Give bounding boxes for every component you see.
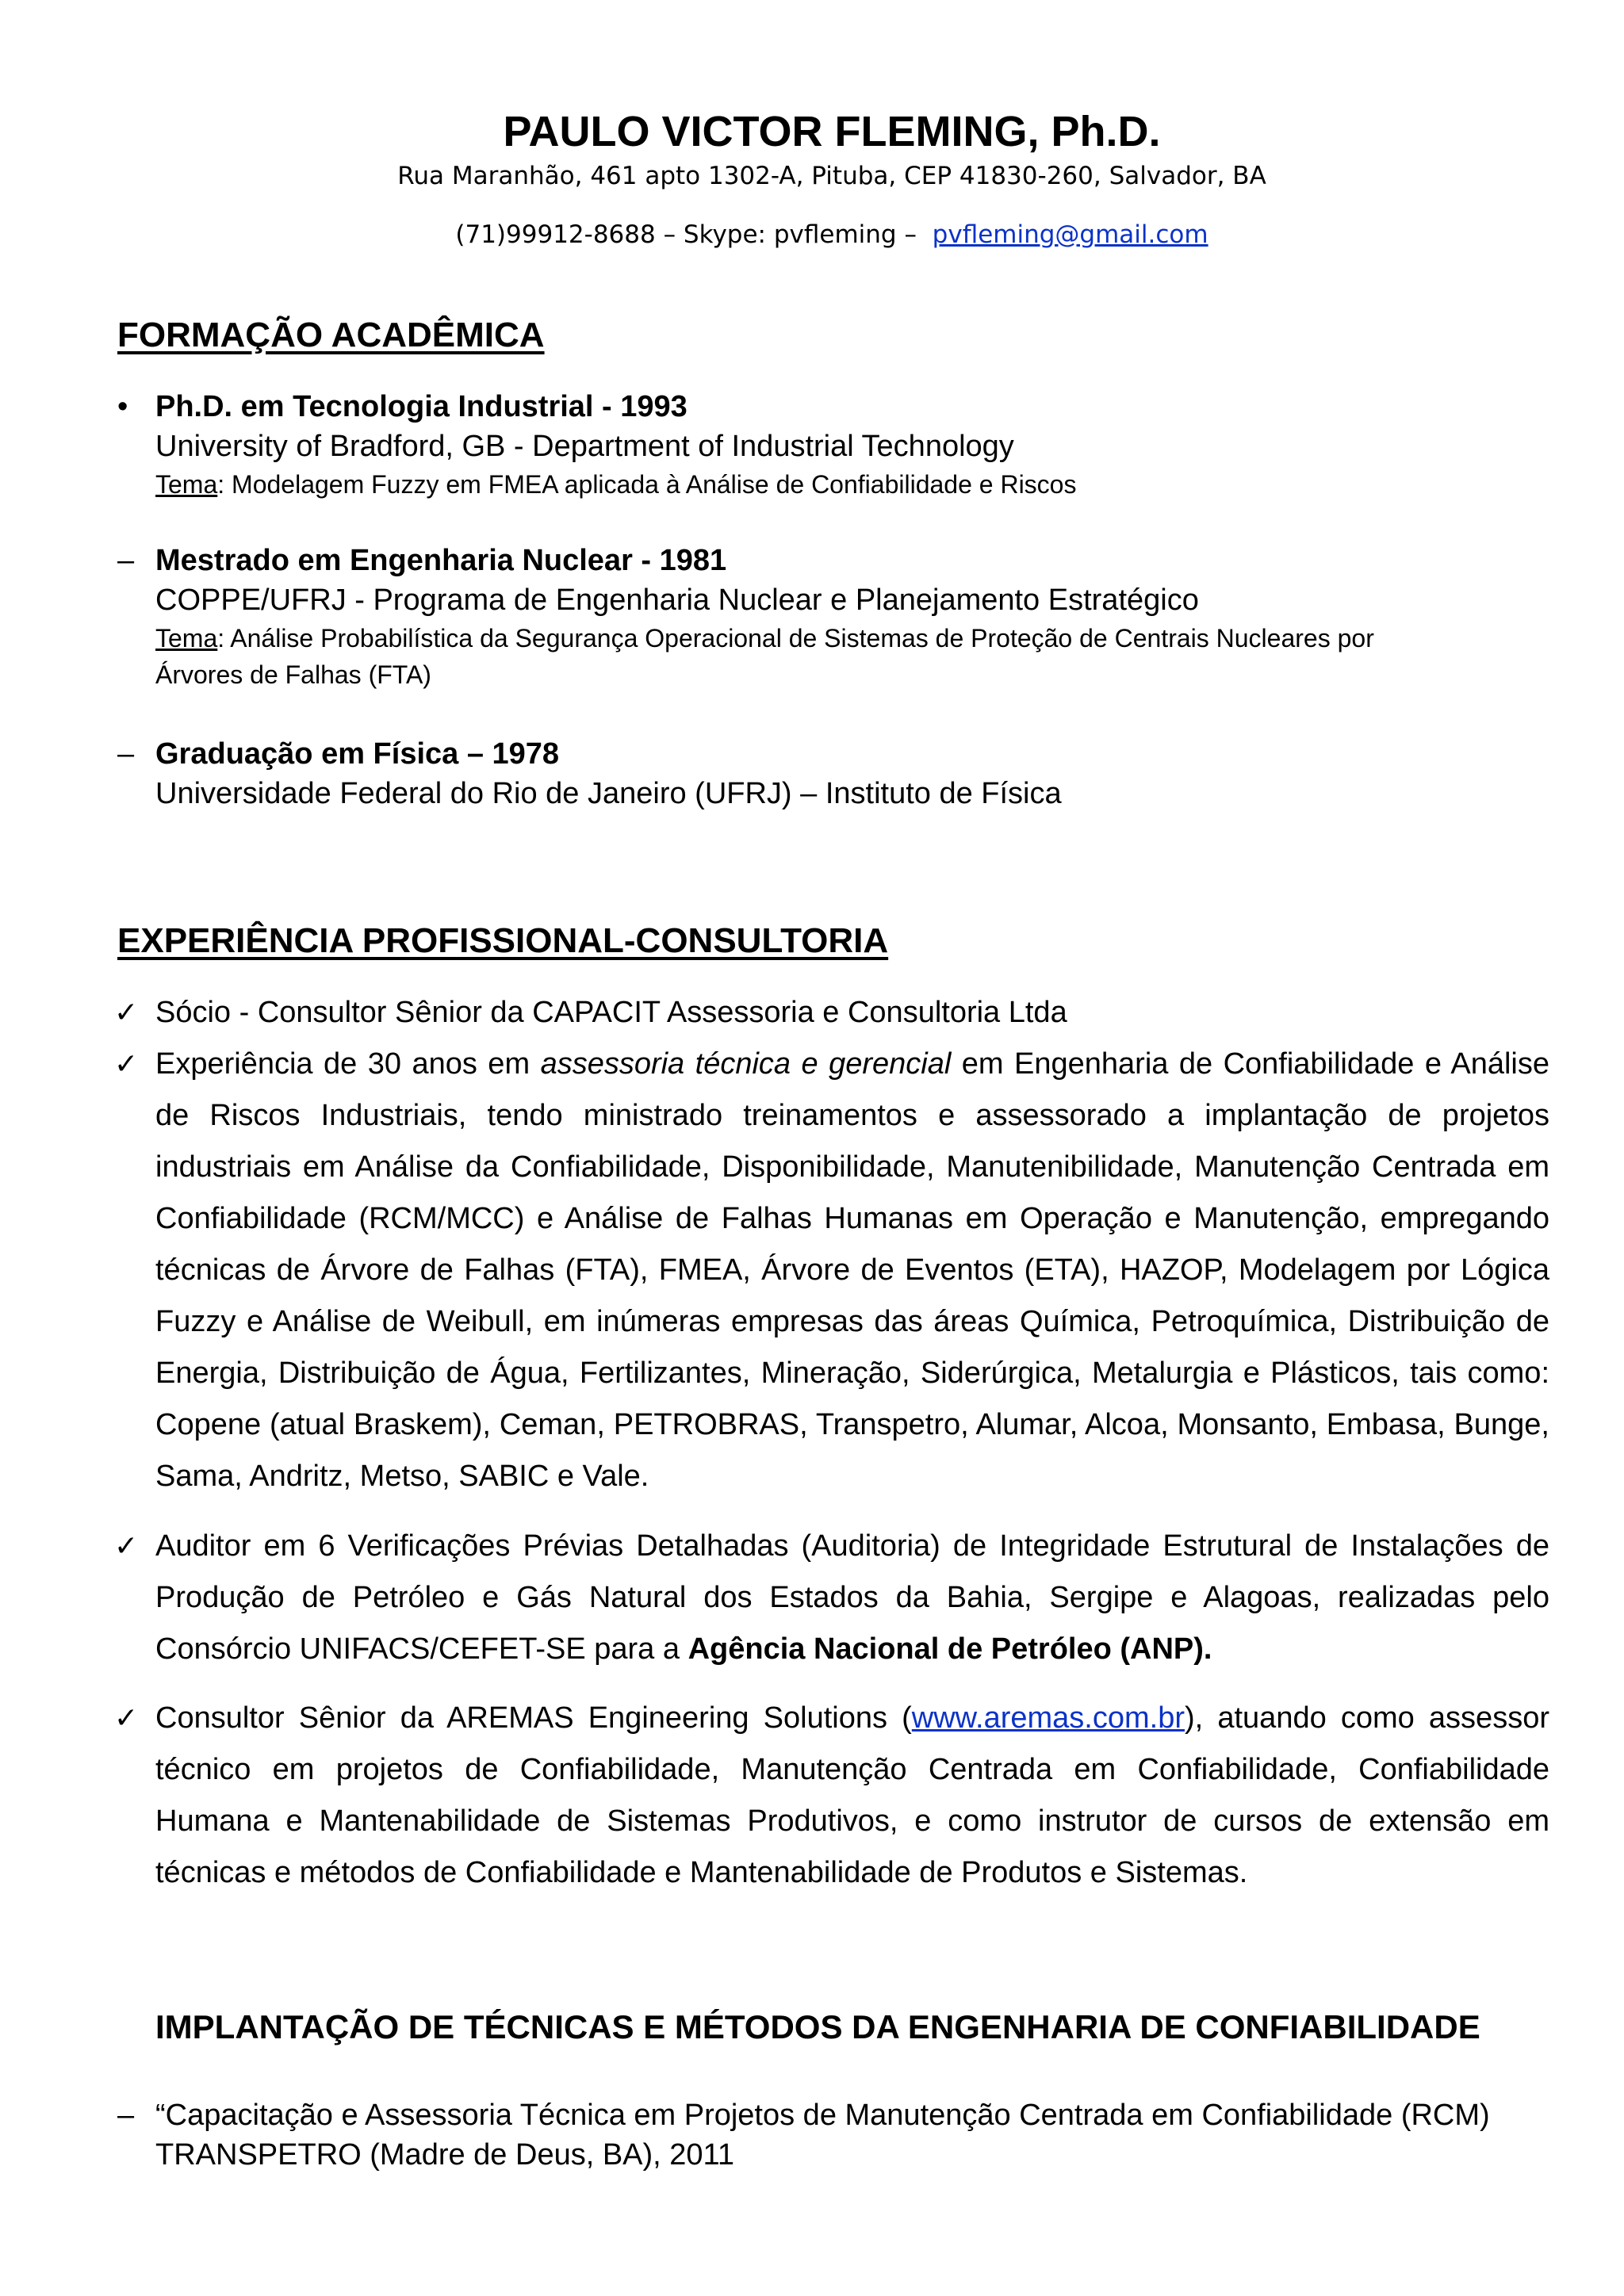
address-line: Rua Maranhão, 461 apto 1302-A, Pituba, CEP 41830-260, Salvador, BA <box>397 162 1266 190</box>
tema-text: : Modelagem Fuzzy em FMEA aplicada à Análise de Confiabilidade e Riscos <box>217 470 1077 499</box>
section-title-formacao: FORMAÇÃO ACADÊMICA <box>117 316 545 354</box>
bullet-icon: • <box>117 390 128 423</box>
implantacao-line-2: TRANSPETRO (Madre de Deus, BA), 2011 <box>155 2138 734 2172</box>
tema-label: Tema <box>155 470 218 499</box>
checkmark-icon: ✓ <box>114 1702 139 1735</box>
experience-text-a: Consultor Sênior da AREMAS Engineering Solutions ( <box>155 1701 912 1735</box>
checkmark-icon: ✓ <box>114 1530 139 1563</box>
degree-title: Ph.D. em Tecnologia Industrial - 1993 <box>155 390 688 423</box>
education-item-graduacao <box>117 734 1551 813</box>
thesis-topic-continued: Árvores de Falhas (FTA) <box>155 660 431 689</box>
experience-text-bold: Agência Nacional de Petróleo (ANP). <box>688 1632 1212 1666</box>
experience-text: Sócio - Consultor Sênior da CAPACIT Assessoria e Consultoria Ltda <box>155 996 1067 1029</box>
tema-text: : Análise Probabilística da Segurança Operacional de Sistemas de Proteção de Centrais Nucleares por <box>217 624 1374 652</box>
tema-label: Tema <box>155 624 218 652</box>
contact-line <box>0 219 1624 251</box>
implantacao-line-1: “Capacitação e Assessoria Técnica em Projetos de Manutenção Centrada em Confiabilidade (RCM) <box>155 2099 1490 2132</box>
experience-item-1 <box>114 987 1549 1039</box>
experience-text-wrapper <box>155 1039 1549 1502</box>
institution: Universidade Federal do Rio de Janeiro (UFRJ) – Instituto de Física <box>155 777 1062 810</box>
checkmark-icon: ✓ <box>114 1048 139 1081</box>
implantacao-item-1 <box>117 2095 1551 2175</box>
email-link[interactable]: pvfleming@gmail.com <box>932 220 1208 249</box>
degree-title: Graduação em Física – 1978 <box>155 737 560 771</box>
contact-phone-skype: (71)99912-8688 – Skype: pvfleming – <box>455 220 933 249</box>
checkmark-icon: ✓ <box>114 997 139 1029</box>
experience-text-wrapper <box>155 1693 1549 1899</box>
degree-title: Mestrado em Engenharia Nuclear - 1981 <box>155 544 727 577</box>
education-item-mestrado <box>117 541 1551 693</box>
thesis-topic <box>155 466 1551 503</box>
experience-item-3 <box>114 1521 1549 1675</box>
experience-text-a: Auditor em 6 Verificações Prévias Detalhadas (Auditoria) de Integridade Estrutural de Instalações de Produção de Petróleo e Gás Natural dos Estados da Bahia, Sergipe e Alagoas, realizadas pelo Consórcio UNIFACS/CEFET-SE para a <box>155 1529 1549 1666</box>
section-title-implantacao: IMPLANTAÇÃO DE TÉCNICAS E MÉTODOS DA ENGENHARIA DE CONFIABILIDADE <box>155 2008 1480 2045</box>
experience-text-a: Experiência de 30 anos em <box>155 1047 541 1081</box>
page-title: PAULO VICTOR FLEMING, Ph.D. <box>503 108 1161 155</box>
aremas-link[interactable]: www.aremas.com.br <box>911 1701 1185 1735</box>
experience-text-emphasis: assessoria técnica e gerencial <box>540 1047 952 1081</box>
dash-icon: – <box>117 2099 135 2132</box>
dash-icon: – <box>117 737 135 771</box>
experience-item-2 <box>114 1039 1549 1502</box>
education-item-phd <box>117 387 1551 503</box>
section-title-experiencia: EXPERIÊNCIA PROFISSIONAL-CONSULTORIA <box>117 921 889 960</box>
thesis-topic <box>155 620 1551 656</box>
experience-text-b: em Engenharia de Confiabilidade e Análise de Riscos Industriais, tendo ministrado treinamentos e assessorado a implantação de projetos industriais em Análise da Confiabilidade, Disponibilidade, Manutenibilidade, Manutenção Centrada em Confiabilidade (RCM/MCC) e Análise de Falhas Humanas em Operação e Manutenção, empregando técnicas de Árvore de Falhas (FTA), FMEA, Árvore de Eventos (ETA), HAZOP, Modelagem por Lógica Fuzzy e Análise de Weibull, em inúmeras empresas das áreas Química, Petroquímica, Distribuição de Energia, Distribuição de Água, Fertilizantes, Mineração, Siderúrgica, Metalurgia e Plásticos, tais como: Copene (atual Braskem), Ceman, PETROBRAS, Transpetro, Alumar, Alcoa, Monsanto, Embasa, Bunge, Sama, Andritz, Metso, SABIC e Vale. <box>155 1047 1549 1493</box>
experience-text-wrapper <box>155 1521 1549 1675</box>
institution: COPPE/UFRJ - Programa de Engenharia Nuclear e Planejamento Estratégico <box>155 584 1199 617</box>
dash-icon: – <box>117 544 135 577</box>
experience-item-4 <box>114 1693 1549 1899</box>
experience-text-b: ), atuando como assessor técnico em projetos de Confiabilidade, Manutenção Centrada em Confiabilidade, Confiabilidade Humana e Mantenabilidade de Sistemas Produtivos, e como instrutor de cursos de extensão em técnicas e métodos de Confiabilidade e Mantenabilidade de Produtos e Sistemas. <box>155 1701 1549 1889</box>
institution: University of Bradford, GB - Department of Industrial Technology <box>155 430 1014 463</box>
